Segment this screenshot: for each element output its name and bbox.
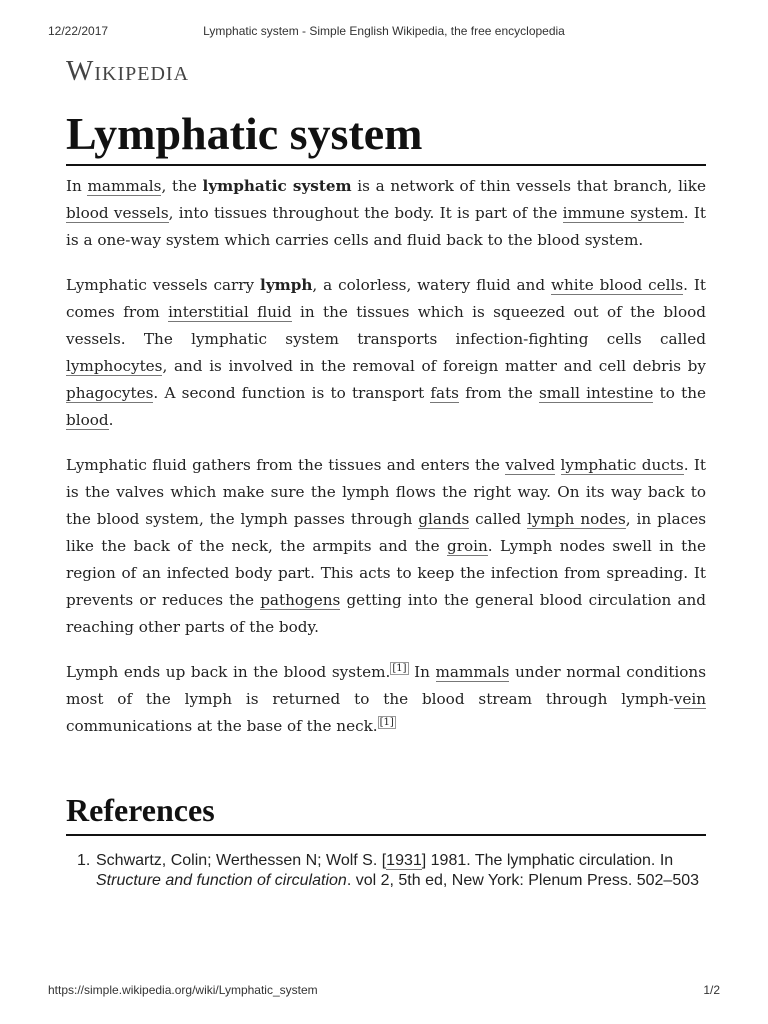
text: In xyxy=(408,663,436,681)
references-heading: References xyxy=(66,792,215,828)
print-page-number: 1/2 xyxy=(703,983,720,997)
text: . vol 2, 5th ed, New York: Plenum Press. 502–503 xyxy=(346,872,700,889)
link-immune-system[interactable]: immune system xyxy=(562,204,684,222)
citation-link[interactable]: [1] xyxy=(379,716,394,728)
link-mammals[interactable]: mammals xyxy=(435,663,510,681)
text: . Lymph nodes swell in the region of an infected body part. This acts to keep the infection from spreading. It prevents or reduces the xyxy=(66,537,706,609)
link-lymph-nodes[interactable]: lymph nodes xyxy=(527,510,626,528)
paragraph-3 xyxy=(66,452,706,641)
print-url: https://simple.wikipedia.org/wiki/Lymphatic_system xyxy=(48,983,318,997)
link-vein[interactable]: vein xyxy=(673,690,706,708)
print-header xyxy=(0,24,768,42)
text: . xyxy=(108,411,114,429)
text: In xyxy=(66,177,88,195)
link-lymphocytes[interactable]: lymphocytes xyxy=(66,357,163,375)
text: under normal conditions most of the lymph is returned to the blood stream through lymph- xyxy=(66,663,706,708)
link-groin[interactable]: groin xyxy=(447,537,488,555)
references-list xyxy=(66,851,706,891)
link-lymphatic-ducts[interactable]: lymphatic ducts xyxy=(560,456,684,474)
article-content xyxy=(66,173,706,758)
wikipedia-logo[interactable]: Wikipedia xyxy=(66,55,190,87)
page-title: Lymphatic system xyxy=(66,108,423,159)
link-small-intestine[interactable]: small intestine xyxy=(538,384,654,402)
print-date: 12/22/2017 xyxy=(48,24,109,38)
paragraph-1 xyxy=(66,173,706,254)
italic-book-title: Structure and function of circulation xyxy=(96,872,347,889)
link-white-blood-cells[interactable]: white blood cells xyxy=(550,276,684,294)
link-blood-vessels[interactable]: blood vessels xyxy=(66,204,169,222)
link-phagocytes[interactable]: phagocytes xyxy=(66,384,154,402)
text: , in places like the back of the neck, the armpits and the xyxy=(66,510,707,555)
text: . It is the valves which make sure the lymph flows the right way. On its way back to the blood system, the lymph passes through xyxy=(66,456,707,528)
text: communications at the base of the neck. xyxy=(66,717,378,735)
references-divider xyxy=(66,834,706,836)
text: getting into the general blood circulation and reaching other parts of the body. xyxy=(66,591,706,636)
text: . It is a one-way system which carries cells and fluid back to the blood system. xyxy=(66,204,706,249)
text: ] 1981. The lymphatic circulation. In xyxy=(421,852,674,869)
text: , and is involved in the removal of foreign matter and cell debris by xyxy=(162,357,706,375)
link-mammals[interactable]: mammals xyxy=(87,177,162,195)
paragraph-4 xyxy=(66,659,706,740)
link-fats[interactable]: fats xyxy=(430,384,459,402)
text: to the xyxy=(653,384,706,402)
text: , the xyxy=(161,177,203,195)
text: . A second function is to transport xyxy=(153,384,431,402)
text: . It comes from xyxy=(66,276,707,321)
text: Schwartz, Colin; Werthessen N; Wolf S. [ xyxy=(96,852,387,869)
link-pathogens[interactable]: pathogens xyxy=(260,591,341,609)
print-page-title: Lymphatic system - Simple English Wikipedia, the free encyclopedia xyxy=(203,24,565,38)
bold-term-lymphatic-system: lymphatic system xyxy=(202,177,352,195)
reference-number: 1. xyxy=(77,852,91,869)
text: Lymphatic fluid gathers from the tissues and enters the xyxy=(66,456,506,474)
bold-term-lymph: lymph xyxy=(260,276,313,294)
print-footer xyxy=(0,983,768,1001)
link-interstitial-fluid[interactable]: interstitial fluid xyxy=(168,303,292,321)
title-divider xyxy=(66,164,706,166)
text: called xyxy=(469,510,528,528)
link-valved[interactable]: valved xyxy=(505,456,556,474)
text: in the tissues which is squeezed out of the blood vessels. The lymphatic system transports infection-fighting cells called xyxy=(66,303,707,348)
text: , a colorless, watery fluid and xyxy=(312,276,551,294)
text xyxy=(555,456,560,474)
text: Lymphatic vessels carry xyxy=(66,276,261,294)
text: from the xyxy=(458,384,539,402)
link-glands[interactable]: glands xyxy=(418,510,470,528)
paragraph-2 xyxy=(66,272,706,434)
text: is a network of thin vessels that branch, like xyxy=(351,177,706,195)
reference-item xyxy=(66,851,706,891)
link-blood[interactable]: blood xyxy=(66,411,109,429)
text: , into tissues throughout the body. It is part of the xyxy=(168,204,563,222)
citation-link[interactable]: [1] xyxy=(392,662,407,674)
text: Lymph ends up back in the blood system. xyxy=(66,663,391,681)
link-year-1931[interactable]: 1931 xyxy=(386,852,422,869)
